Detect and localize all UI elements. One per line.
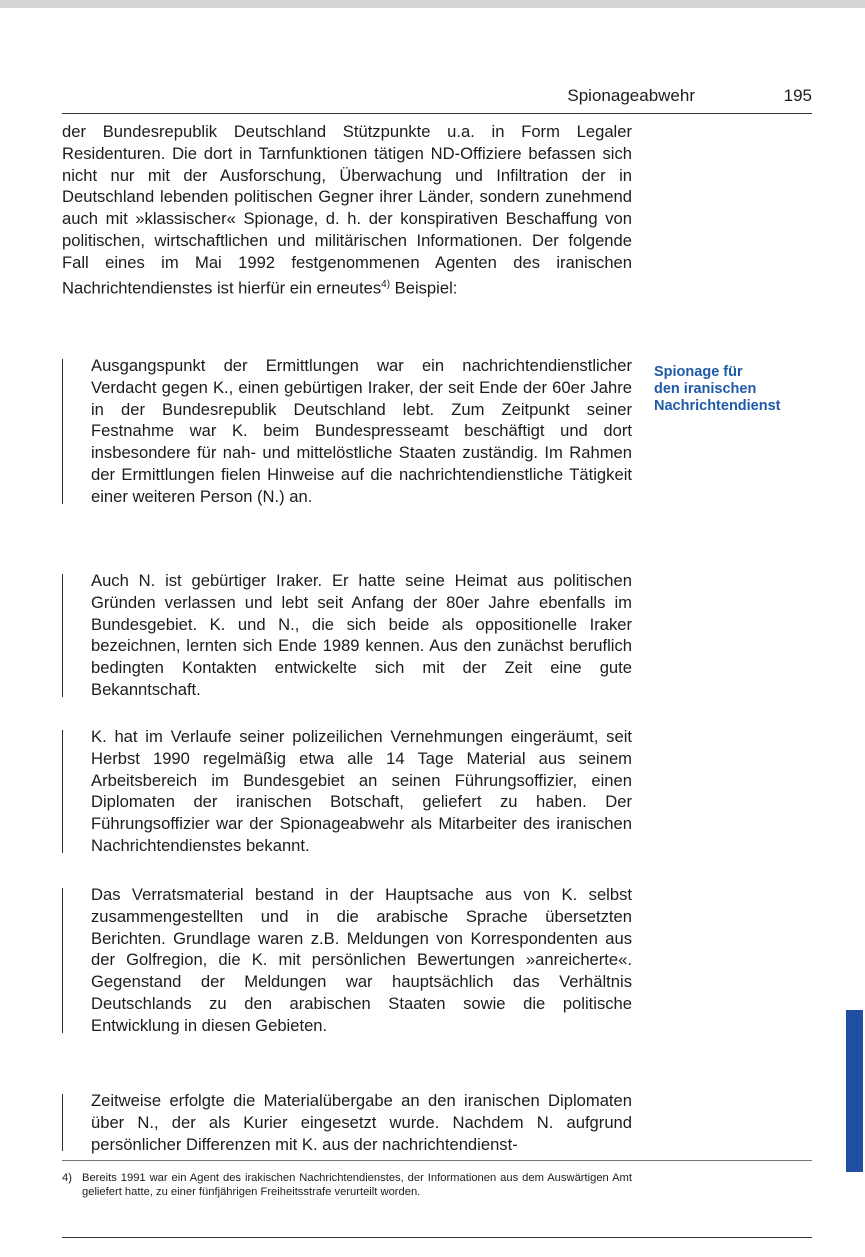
- bottom-rule: [62, 1237, 812, 1238]
- section-paragraph: K. hat im Verlaufe seiner polizeilichen Vernehmungen eingeräumt, seit Herbst 1990 regelmäßig etwa alle 14 Tage Material aus seinem Arbeitsbereich im Bundesgebiet an seinen Führungsoffizier, einen Diplomaten der iranischen Botschaft, geliefert zu haben. Der Führungsoffizier war der Spionageabwehr als Mitarbeiter des iranischen Nachrichtendienstes bekannt.: [91, 727, 632, 855]
- intro-text-end: Beispiel:: [390, 278, 458, 298]
- footnote-text: Bereits 1991 war ein Agent des irakischen Nachrichtendienstes, der Informationen aus dem Auswärtigen Amt geliefert hatte, zu einer fünfjährigen Freiheitsstrafe verurteilt worden.: [82, 1172, 632, 1198]
- case-section: [62, 884, 632, 1037]
- footnote-reference[interactable]: 4): [381, 278, 391, 290]
- section-bar: [62, 888, 63, 1033]
- page-number: 195: [783, 86, 812, 105]
- page-header: [62, 86, 812, 108]
- section-paragraph: Das Verratsmaterial bestand in der Hauptsache aus von K. selbst zusammengestellten und in die arabische Sprache übersetzten Berichten. Grundlage waren z.B. Meldungen von Korrespondenten aus der Golfregion, die K. mit persönlichen Bewertungen »anreicherte«. Gegenstand der Meldungen war hauptsächlich das Verhältnis Deutschlands zu den arabischen Staaten sowie die politische Entwicklung in diesen Gebieten.: [91, 885, 632, 1035]
- intro-text: der Bundesrepublik Deutschland Stützpunkte u.a. in Form Legaler Residenturen. Die dort in Tarnfunktionen tätigen ND-Offiziere befassen sich nicht nur mit der Ausforschung, Überwachung und Infiltration der in Deutschland lebenden politischen Gegner ihrer Länder, sondern zunehmend auch mit »klassischer« Spionage, d. h. der konspirativen Beschaffung von politischen, wirtschaftlichen und militärischen Informationen. Der folgende Fall eines im Mai 1992 festgenommenen Agenten des iranischen Nachrichtendienstes ist hierfür ein erneutes: [62, 122, 632, 298]
- header-rule: [62, 113, 812, 114]
- margin-heading-line: den iranischen: [654, 381, 757, 397]
- footnote-rule: [62, 1160, 812, 1161]
- section-paragraph: Auch N. ist gebürtiger Iraker. Er hatte seine Heimat aus politischen Gründen verlassen und lebt seit Anfang der 80er Jahre ebenfalls im Bundesgebiet. K. und N., die sich beide als oppositionelle Iraker bezeichnen, lernten sich Ende 1989 kennen. Aus den zunächst beruflich bedingten Kontakten entwickelte sich mit der Zeit eine gute Bekanntschaft.: [91, 571, 632, 699]
- footnote: [62, 1171, 632, 1199]
- section-bar: [62, 1094, 63, 1151]
- case-section: [62, 355, 632, 508]
- margin-heading-line: Nachrichtendienst: [654, 398, 781, 414]
- case-section: [62, 726, 632, 857]
- scan-top-edge: [0, 0, 865, 8]
- margin-heading-line: Spionage für: [654, 364, 743, 380]
- section-bar: [62, 574, 63, 697]
- case-section: [62, 570, 632, 701]
- chapter-thumb-tab: [846, 1010, 863, 1172]
- section-bar: [62, 359, 63, 504]
- section-bar: [62, 730, 63, 853]
- footnote-marker: 4): [62, 1172, 72, 1184]
- intro-paragraph: [62, 121, 632, 299]
- margin-heading: [654, 364, 829, 415]
- case-section: [62, 1090, 632, 1155]
- section-paragraph: Ausgangspunkt der Ermittlungen war ein nachrichtendienstlicher Verdacht gegen K., einen gebürtigen Iraker, der seit Ende der 60er Jahre in der Bundesrepublik Deutschland lebt. Zum Zeitpunkt seiner Festnahme war K. beim Bundespresseamt beschäftigt und dort insbesondere für nah- und mittelöstliche Staaten zuständig. Im Rahmen der Ermittlungen fielen Hinweise auf die nachrichtendienstliche Tätigkeit einer weiteren Person (N.) an.: [91, 356, 632, 506]
- section-paragraph: Zeitweise erfolgte die Materialübergabe an den iranischen Diplomaten über N., der als Kurier eingesetzt wurde. Nachdem N. aufgrund persönlicher Differenzen mit K. aus der nachrichtendienst-: [91, 1091, 632, 1154]
- running-head: Spionageabwehr: [567, 86, 695, 105]
